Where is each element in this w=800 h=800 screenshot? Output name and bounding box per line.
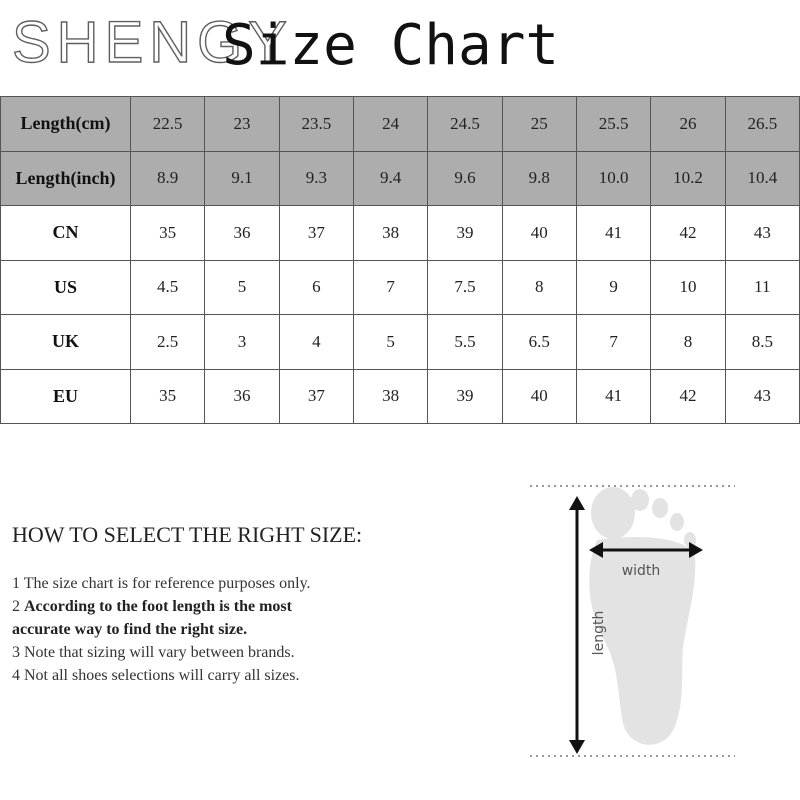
table-cell: 4 <box>279 315 353 370</box>
table-cell: 40 <box>502 369 576 424</box>
tip-2-line-2: accurate way to find the right size. <box>12 621 248 638</box>
table-cell: 8.9 <box>131 151 205 206</box>
guide-tips <box>12 572 482 687</box>
table-cell: 5 <box>205 260 279 315</box>
tip-2-number: 2 <box>12 598 20 615</box>
table-cell: 9.3 <box>279 151 353 206</box>
row-header: Length(cm) <box>1 97 131 152</box>
table-cell: 2.5 <box>131 315 205 370</box>
table-cell: 3 <box>205 315 279 370</box>
table-cell: 9.4 <box>353 151 427 206</box>
table-cell: 38 <box>353 369 427 424</box>
length-arrow <box>569 496 585 754</box>
table-cell: 10 <box>651 260 725 315</box>
row-header: Length(inch) <box>1 151 131 206</box>
table-cell: 10.4 <box>725 151 799 206</box>
table-cell: 8 <box>651 315 725 370</box>
table-cell: 25.5 <box>576 97 650 152</box>
tip-2-line-1 <box>12 595 482 618</box>
table-cell: 7 <box>353 260 427 315</box>
width-label: width <box>621 563 661 579</box>
table-cell: 22.5 <box>131 97 205 152</box>
table-cell: 9 <box>576 260 650 315</box>
table-cell: 37 <box>279 369 353 424</box>
table-cell: 5 <box>353 315 427 370</box>
table-cell: 7.5 <box>428 260 502 315</box>
table-cell: 37 <box>279 206 353 261</box>
tip-2-text: According to the foot length is the most <box>24 598 292 615</box>
table-cell: 26 <box>651 97 725 152</box>
table-cell: 6.5 <box>502 315 576 370</box>
table-cell: 7 <box>576 315 650 370</box>
table-cell: 42 <box>651 206 725 261</box>
table-cell: 42 <box>651 369 725 424</box>
table-cell: 25 <box>502 97 576 152</box>
row-header: US <box>1 260 131 315</box>
size-chart-table <box>0 96 800 424</box>
row-header: CN <box>1 206 131 261</box>
table-cell: 9.1 <box>205 151 279 206</box>
table-cell: 26.5 <box>725 97 799 152</box>
table-cell: 24 <box>353 97 427 152</box>
table-cell: 11 <box>725 260 799 315</box>
table-cell: 39 <box>428 206 502 261</box>
tip-3: 3 Note that sizing will vary between brands. <box>12 644 295 661</box>
table-cell: 43 <box>725 369 799 424</box>
table-cell: 35 <box>131 206 205 261</box>
table-row <box>1 315 800 370</box>
table-cell: 8 <box>502 260 576 315</box>
table-cell: 23 <box>205 97 279 152</box>
table-cell: 10.0 <box>576 151 650 206</box>
table-cell: 23.5 <box>279 97 353 152</box>
table-cell: 41 <box>576 206 650 261</box>
table-row <box>1 260 800 315</box>
brand-watermark: SHENGY <box>12 10 293 75</box>
table-row <box>1 206 800 261</box>
table-cell: 35 <box>131 369 205 424</box>
table-cell: 41 <box>576 369 650 424</box>
table-row <box>1 97 800 152</box>
table-cell: 6 <box>279 260 353 315</box>
foot-measure-diagram <box>525 478 740 763</box>
tip-1: 1 The size chart is for reference purposes only. <box>12 575 311 592</box>
tip-4: 4 Not all shoes selections will carry all sizes. <box>12 667 300 684</box>
guide-heading: HOW TO SELECT THE RIGHT SIZE: <box>12 522 363 547</box>
table-cell: 10.2 <box>651 151 725 206</box>
table-cell: 39 <box>428 369 502 424</box>
table-cell: 36 <box>205 369 279 424</box>
table-cell: 9.6 <box>428 151 502 206</box>
table-row <box>1 151 800 206</box>
table-cell: 43 <box>725 206 799 261</box>
table-cell: 36 <box>205 206 279 261</box>
table-cell: 8.5 <box>725 315 799 370</box>
table-cell: 9.8 <box>502 151 576 206</box>
table-cell: 5.5 <box>428 315 502 370</box>
table-row <box>1 369 800 424</box>
table-cell: 4.5 <box>131 260 205 315</box>
row-header: EU <box>1 369 131 424</box>
length-label: length <box>591 610 607 656</box>
page-title: Size Chart <box>222 13 560 78</box>
table-cell: 38 <box>353 206 427 261</box>
row-header: UK <box>1 315 131 370</box>
table-cell: 40 <box>502 206 576 261</box>
table-cell: 24.5 <box>428 97 502 152</box>
